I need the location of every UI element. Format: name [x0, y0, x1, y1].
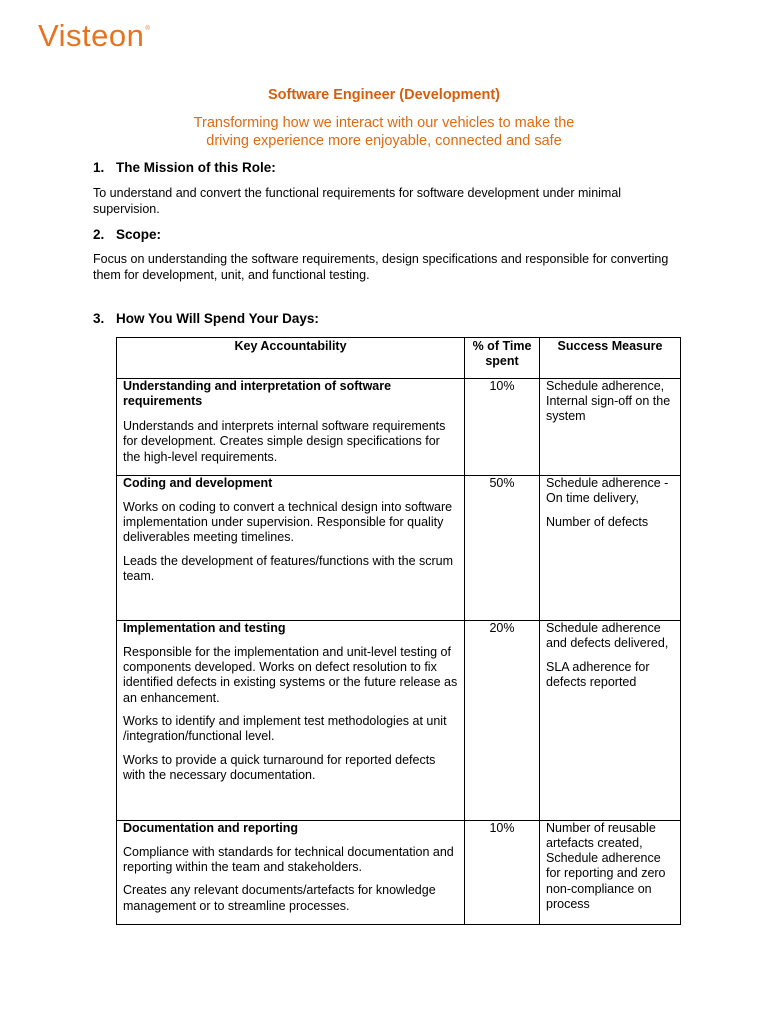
section-title: How You Will Spend Your Days:: [116, 311, 319, 326]
accountability-text: Creates any relevant documents/artefacts for knowledge management or to streamline processes.: [123, 883, 436, 913]
success-measure-cell: [540, 820, 681, 924]
tagline: [0, 114, 768, 150]
time-percent: 10%: [465, 378, 540, 475]
accountability-text: Compliance with standards for technical documentation and reporting within the team and stakeholders.: [123, 844, 454, 875]
section-number: 2.: [93, 227, 105, 242]
section-number: 1.: [93, 160, 105, 175]
accountability-cell: [117, 620, 465, 820]
tagline-line-2: driving experience more enjoyable, connected and safe: [206, 133, 562, 149]
section-title: Scope:: [116, 227, 162, 242]
success-measure-text: Schedule adherence - On time delivery,: [546, 475, 669, 505]
registered-mark: ®: [145, 26, 151, 32]
section-body-scope: Focus on understanding the software requirements, design specifications and responsible for converting them for development, unit, and functional testing.: [93, 252, 669, 282]
header-time-spent: % of Time spent: [465, 338, 540, 379]
section-heading-scope: [93, 227, 161, 242]
section-number: 3.: [93, 311, 105, 326]
job-title: Software Engineer (Development): [267, 87, 501, 103]
accountability-cell: [117, 378, 465, 475]
accountability-cell: [117, 820, 465, 924]
section-heading-mission: [93, 160, 276, 175]
accountability-title: Understanding and interpretation of software requirements: [123, 378, 392, 408]
accountability-text: Leads the development of features/functions with the scrum team.: [123, 553, 454, 584]
accountability-text: Works on coding to convert a technical design into software implementation under supervision. Responsible for quality deliverables meeting timelines.: [123, 499, 453, 545]
table-header-row: [117, 338, 681, 379]
accountability-table: [116, 337, 681, 925]
accountability-cell: [117, 475, 465, 620]
accountability-title: Documentation and reporting: [123, 820, 298, 835]
tagline-line-1: Transforming how we interact with our vehicles to make the: [193, 115, 575, 131]
header-success-measure: Success Measure: [540, 338, 681, 379]
time-percent: 10%: [465, 820, 540, 924]
table-row: [117, 620, 681, 820]
section-body-mission: To understand and convert the functional requirements for software development under minimal supervision.: [93, 186, 622, 216]
table-row: [117, 820, 681, 924]
success-measure-cell: [540, 475, 681, 620]
header-key-accountability: Key Accountability: [117, 338, 465, 379]
section-heading-days: [93, 311, 319, 326]
accountability-text: Responsible for the implementation and unit-level testing of components developed. Works on defect resolution to fix identified defects in existing systems or the future release as an enhancement.: [123, 644, 458, 705]
time-percent: 20%: [465, 620, 540, 820]
success-measure-text: Schedule adherence and defects delivered,: [546, 620, 669, 650]
table-row: [117, 475, 681, 620]
accountability-title: Implementation and testing: [123, 620, 286, 635]
accountability-text: Works to provide a quick turnaround for reported defects with the necessary documentation.: [123, 752, 436, 782]
success-measure-text: SLA adherence for defects reported: [546, 660, 650, 690]
logo-text: Visteon: [38, 18, 145, 53]
success-measure-cell: [540, 620, 681, 820]
success-measure-text: Schedule adherence, Internal sign-off on the system: [546, 378, 671, 424]
accountability-text: Works to identify and implement test methodologies at unit /integration/functional level.: [123, 714, 447, 744]
success-measure-text: Number of reusable artefacts created, Schedule adherence for reporting and zero non-compliance on process: [546, 820, 666, 912]
section-title: The Mission of this Role:: [116, 160, 276, 175]
success-measure-cell: [540, 378, 681, 475]
accountability-title: Coding and development: [123, 475, 273, 490]
table-row: [117, 378, 681, 475]
accountability-text: Understands and interprets internal software requirements for development. Creates simple design specifications for the high-level requirements.: [123, 419, 446, 464]
visteon-logo: [38, 18, 150, 54]
success-measure-text: Number of defects: [546, 515, 649, 530]
time-percent: 50%: [465, 475, 540, 620]
